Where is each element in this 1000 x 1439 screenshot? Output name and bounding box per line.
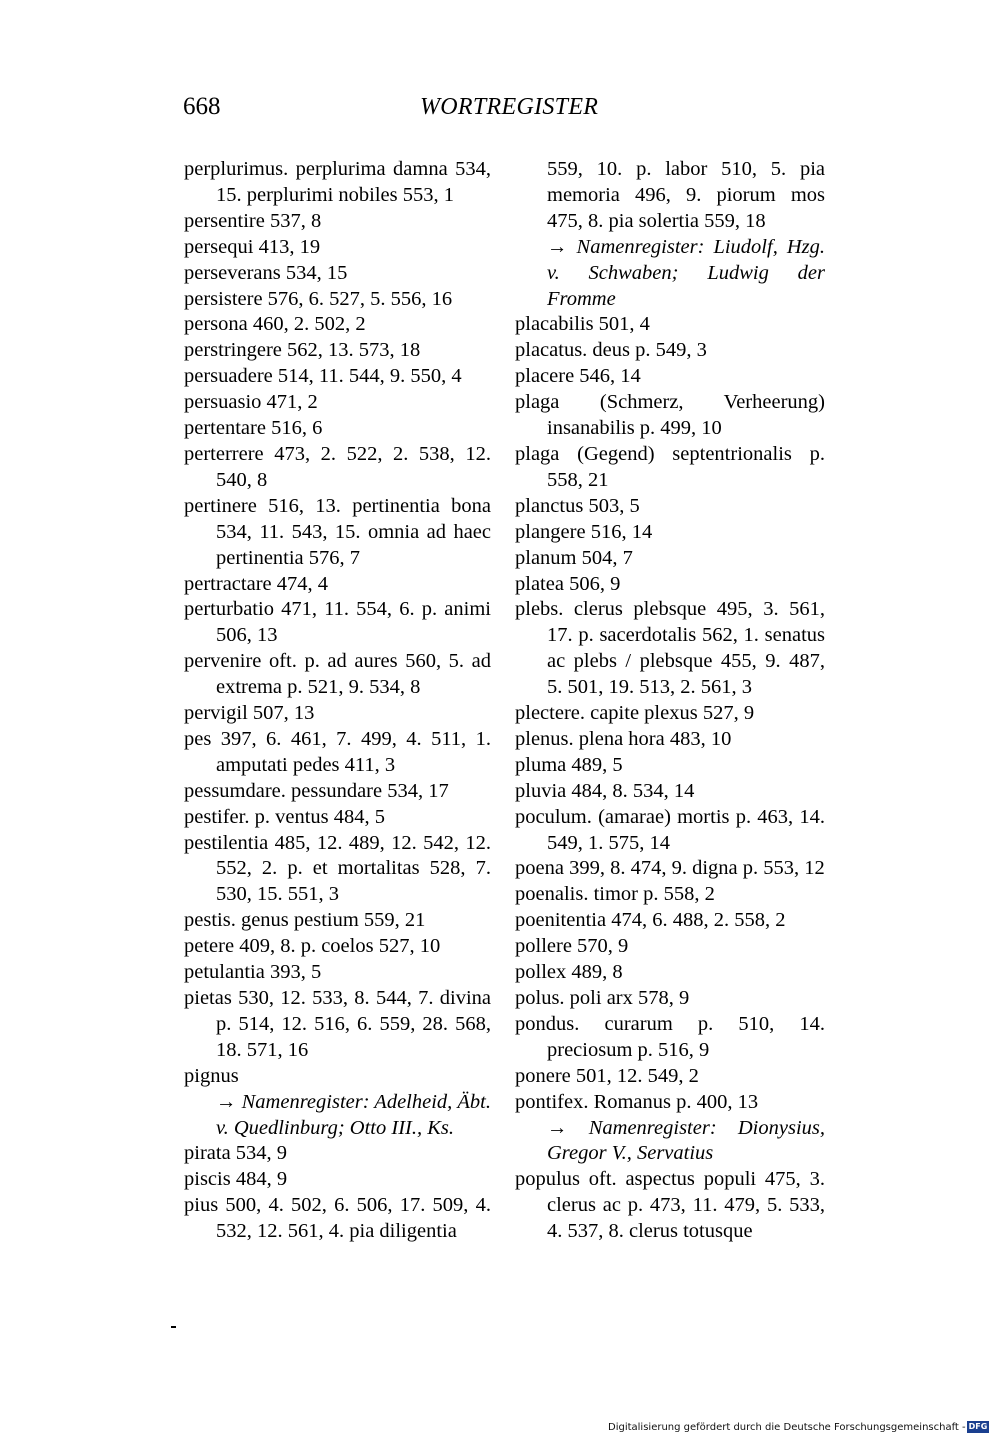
index-entry: pluvia 484, 8. 534, 14 [515,779,695,802]
index-entry: pollere 570, 9 [515,935,629,958]
cross-reference: → Namenregister: Adelheid, Äbt. v. Quedlinburg; Otto III., Ks. [216,1090,491,1139]
index-entry: persequi 413, 19 [184,235,321,258]
index-entry: pertentare 516, 6 [184,417,323,440]
index-entry: perplurimus. perplurima damna 534, 15. perplurimi nobiles 553, 1 [184,158,491,206]
index-entry: perturbatio 471, 11. 554, 6. p. animi 506, 13 [184,598,491,647]
cross-reference: → Namenregister: Dionysius, Gregor V., Servatius [547,1116,825,1165]
index-entry: pluma 489, 5 [515,753,623,776]
index-entry: pessumdare. pessundare 534, 17 [184,779,449,802]
scan-speck [171,1326,176,1328]
index-entry: placabilis 501, 4 [515,313,650,336]
index-entry: poculum. (amarae) mortis p. 463, 14. 549, 1. 575, 14 [515,805,825,854]
index-entry: pervenire oft. p. ad aures 560, 5. ad extrema p. 521, 9. 534, 8 [184,650,491,699]
index-entry: plenus. plena hora 483, 10 [515,727,732,750]
index-entry: persuasio 471, 2 [184,391,318,414]
index-entry: plaga (Schmerz, Verheerung) insanabilis p. 499, 10 [515,391,825,440]
index-entry: pietas 530, 12. 533, 8. 544, 7. divina p. 514, 12. 516, 6. 559, 28. 568, 18. 571, 16 [184,987,491,1061]
index-entry: plangere 516, 14 [515,520,653,543]
index-entry: pestis. genus pestium 559, 21 [184,909,426,932]
index-entry: pestifer. p. ventus 484, 5 [184,805,385,828]
index-entry: pignus [184,1064,239,1087]
index-entry: pervigil 507, 13 [184,702,315,725]
index-entry: pondus. curarum p. 510, 14. preciosum p. 516, 9 [515,1012,825,1061]
index-entry: planctus 503, 5 [515,494,640,517]
index-entry: pestilentia 485, 12. 489, 12. 542, 12. 552, 2. p. et mortalitas 528, 7. 530, 15. 551, 3 [184,831,491,906]
index-entry: polus. poli arx 578, 9 [515,987,690,1009]
index-entry: placatus. deus p. 549, 3 [515,339,707,362]
index-entry: pes 397, 6. 461, 7. 499, 4. 511, 1. amputati pedes 411, 3 [184,727,491,776]
index-entry: poenitentia 474, 6. 488, 2. 558, 2 [515,909,786,932]
index-entry-continuation: 559, 10. p. labor 510, 5. pia memoria 496, 9. piorum mos 475, 8. pia solertia 559, 18 [547,158,825,232]
index-entry: poena 399, 8. 474, 9. digna p. 553, 12 [515,857,825,880]
index-entry: platea 506, 9 [515,572,621,595]
index-entry: planum 504, 7 [515,546,633,569]
running-title: WORTREGISTER [420,94,599,120]
index-entry: populus oft. aspectus populi 475, 3. clerus ac p. 473, 11. 479, 5. 533, 4. 537, 8. clerus totusque [515,1168,825,1243]
digitization-credit: Digitalisierung gefördert durch die Deutsche Forschungsgemeinschaft - [608,1422,966,1433]
index-entry: pollex 489, 8 [515,961,623,984]
index-entry: perseverans 534, 15 [184,261,348,284]
index-entry: pius 500, 4. 502, 6. 506, 17. 509, 4. 532, 12. 561, 4. pia diligentia [184,1194,491,1243]
index-entry: plaga (Gegend) septentrionalis p. 558, 21 [515,442,825,491]
index-column-right [515,157,825,1245]
index-entry: petere 409, 8. p. coelos 527, 10 [184,935,441,958]
index-entry: pontifex. Romanus p. 400, 13 [515,1090,759,1113]
index-entry: piscis 484, 9 [184,1168,288,1191]
index-entry: petulantia 393, 5 [184,961,322,984]
index-entry: plectere. capite plexus 527, 9 [515,702,755,725]
index-entry: persistere 576, 6. 527, 5. 556, 16 [184,287,453,310]
index-entry: plebs. clerus plebsque 495, 3. 561, 17. p. sacerdotalis 562, 1. senatus ac plebs / plebsque 455, 9. 487, 5. 501, 19. 513, 2. 561, 3 [515,598,825,699]
index-entry: pertractare 474, 4 [184,572,328,595]
page-number: 668 [183,93,221,120]
dfg-logo: DFG [968,1422,988,1431]
index-entry: persentire 537, 8 [184,209,322,232]
cross-reference: → Namenregister: Liudolf, Hzg. v. Schwaben; Ludwig der Fromme [547,235,825,310]
index-entry: perstringere 562, 13. 573, 18 [184,339,421,362]
index-entry: poenalis. timor p. 558, 2 [515,883,715,906]
index-column-left [184,157,491,1245]
index-entry: pertinere 516, 13. pertinentia bona 534, 11. 543, 15. omnia ad haec pertinentia 576, 7 [184,494,491,569]
index-entry: persuadere 514, 11. 544, 9. 550, 4 [184,365,462,388]
index-entry: perterrere 473, 2. 522, 2. 538, 12. 540, 8 [184,442,491,491]
index-entry: placere 546, 14 [515,365,641,388]
index-entry: ponere 501, 12. 549, 2 [515,1064,699,1087]
index-entry: persona 460, 2. 502, 2 [184,313,366,336]
index-entry: pirata 534, 9 [184,1142,288,1165]
